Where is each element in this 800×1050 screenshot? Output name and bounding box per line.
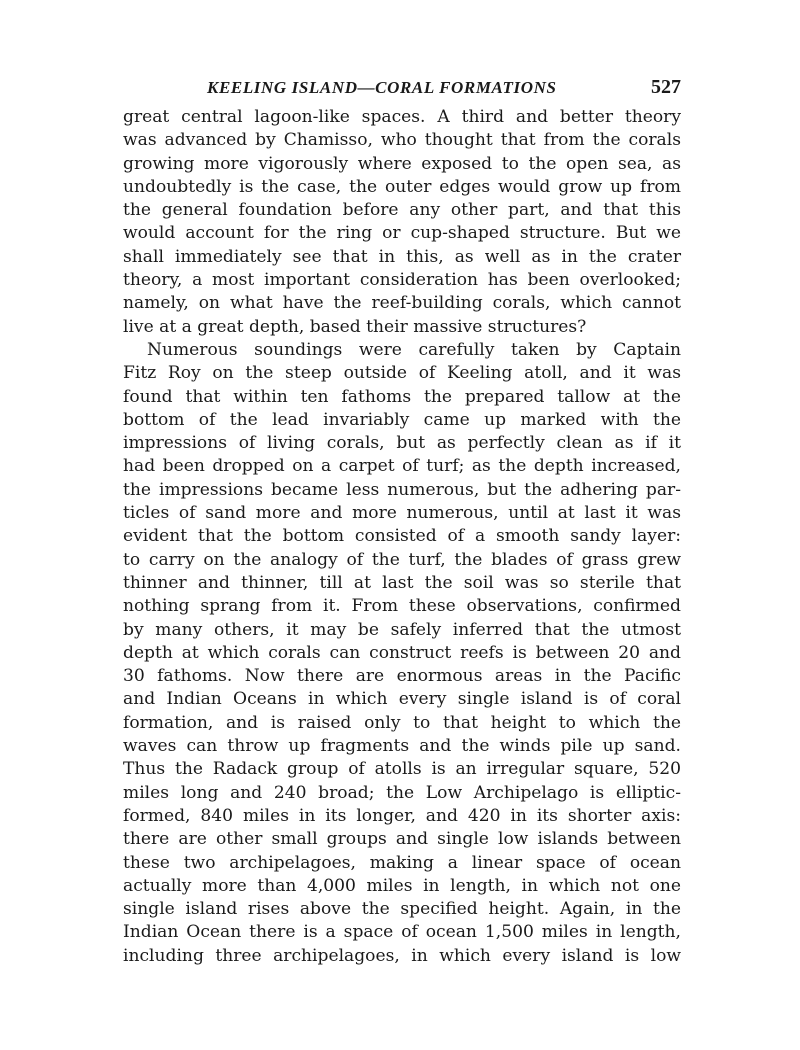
text-line: was advanced by Chamisso, who thought that from the corals xyxy=(123,130,681,151)
text-line: 30 fathoms. Now there are enormous areas in the Pacific xyxy=(123,666,681,687)
text-line: undoubtedly is the case, the outer edges would grow up from xyxy=(123,176,681,197)
text-line: there are other small groups and single low islands between xyxy=(123,829,681,850)
text-line: would account for the ring or cup-shaped structure. But we xyxy=(123,223,681,244)
text-line: great central lagoon-like spaces. A third and better theory xyxy=(123,107,681,127)
text-line: namely, on what have the reef-building corals, which cannot xyxy=(123,293,681,314)
text-line: waves can throw up fragments and the winds pile up sand. xyxy=(123,736,681,757)
text-line: growing more vigorously where exposed to the open sea, as xyxy=(123,153,681,174)
text-line: Numerous soundings were carefully taken by Captain xyxy=(147,339,681,360)
text-line: had been dropped on a carpet of turf; as the depth increased, xyxy=(123,456,681,477)
text-line: depth at which corals can construct reefs is between 20 and xyxy=(123,642,681,663)
paragraph xyxy=(123,106,681,339)
text-line: nothing sprang from it. From these observations, confirmed xyxy=(123,596,681,617)
text-line: impressions of living corals, but as perfectly clean as if it xyxy=(123,433,681,454)
text-line: by many others, it may be safely inferred that the utmost xyxy=(123,619,681,640)
text-line: thinner and thinner, till at last the soil was so sterile that xyxy=(123,572,681,593)
body-text xyxy=(123,106,681,968)
book-page xyxy=(123,72,681,968)
text-line: and Indian Oceans in which every single island is of coral xyxy=(123,689,681,710)
text-line: evident that the bottom consisted of a smooth sandy layer: xyxy=(123,526,681,547)
text-line: bottom of the lead invariably came up marked with the xyxy=(123,409,681,430)
text-line: including three archipelagoes, in which every island is low xyxy=(123,945,681,966)
page-number: 527 xyxy=(651,76,681,98)
text-line: Indian Ocean there is a space of ocean 1,500 miles in length, xyxy=(123,922,681,943)
text-line: miles long and 240 broad; the Low Archipelago is elliptic- xyxy=(123,782,681,803)
running-head xyxy=(123,72,681,106)
text-line: Thus the Radack group of atolls is an irregular square, 520 xyxy=(123,759,681,780)
text-line: the impressions became less numerous, but the adhering par- xyxy=(123,479,681,500)
text-line: formed, 840 miles in its longer, and 420 in its shorter axis: xyxy=(123,805,681,826)
text-line: to carry on the analogy of the turf, the blades of grass grew xyxy=(123,549,681,570)
text-line: live at a great depth, based their massive structures? xyxy=(123,316,587,337)
text-line: actually more than 4,000 miles in length, in which not one xyxy=(123,875,681,896)
text-line: ticles of sand more and more numerous, until at last it was xyxy=(123,503,681,524)
text-line: formation, and is raised only to that height to which the xyxy=(123,712,681,733)
text-line: the general foundation before any other part, and that this xyxy=(123,200,681,221)
running-title: KEELING ISLAND—CORAL FORMATIONS xyxy=(207,78,557,97)
text-line: these two archipelagoes, making a linear space of ocean xyxy=(123,852,681,873)
text-line: theory, a most important consideration has been overlooked; xyxy=(123,270,681,291)
text-line: single island rises above the specified height. Again, in the xyxy=(123,899,681,920)
text-line: Fitz Roy on the steep outside of Keeling atoll, and it was xyxy=(123,363,681,384)
text-line: shall immediately see that in this, as well as in the crater xyxy=(123,246,681,267)
paragraph xyxy=(123,339,681,968)
text-line: found that within ten fathoms the prepared tallow at the xyxy=(123,386,681,407)
